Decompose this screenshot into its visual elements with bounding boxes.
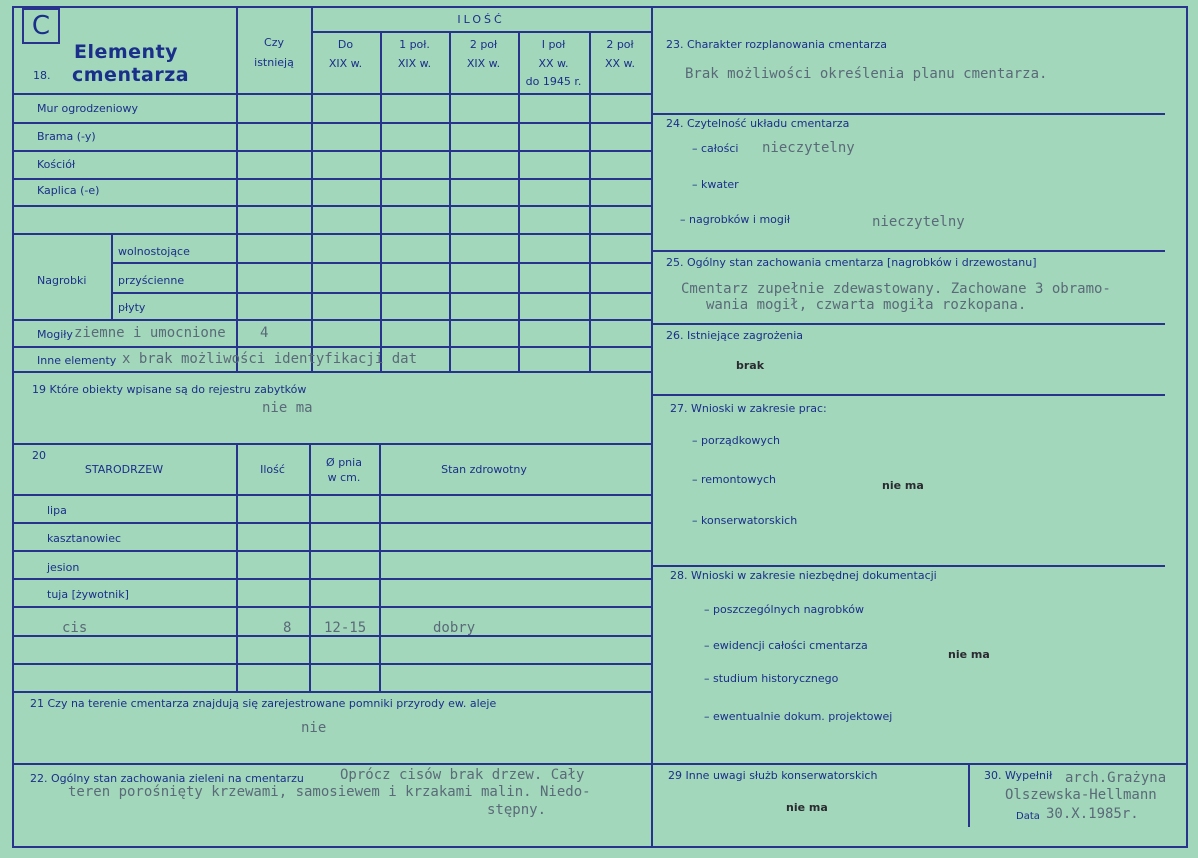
tree-lipa: lipa	[47, 504, 67, 517]
s21-label: 21 Czy na terenie cmentarza znajdują się zarejestrowane pomniki przyrody ew. aleje	[30, 697, 497, 710]
frame-right	[1186, 6, 1188, 847]
col-1pol-xx-3: do 1945 r.	[525, 75, 582, 88]
s26-value: brak	[736, 359, 765, 372]
s25-label: 25. Ogólny stan zachowania cmentarza [nagrobków i drzewostanu]	[666, 256, 1037, 269]
col-1pol-xx-1: I poł	[541, 38, 566, 51]
s19-label: 19 Które obiekty wpisane są do rejestru zabytków	[32, 383, 307, 396]
col-exists-line2: istnieją	[254, 56, 294, 69]
s29-value: nie ma	[786, 801, 828, 814]
row-line	[12, 371, 651, 373]
s22-line3: stępny.	[487, 802, 547, 818]
tree-col-line	[379, 443, 381, 691]
s29-label: 29 Inne uwagi służb konserwatorskich	[668, 769, 878, 782]
col-2pol-xix-1: 2 poł	[469, 38, 498, 51]
nagrobki-label: Nagrobki	[37, 274, 87, 287]
s24-nagrobkow-value: nieczytelny	[872, 214, 965, 230]
s25-line1: Cmentarz zupełnie zdewastowany. Zachowane 3 obramo-	[681, 281, 1111, 297]
col-2pol-xx-2: XX w.	[604, 57, 636, 70]
row-line	[12, 205, 651, 207]
s28-value: nie ma	[948, 648, 990, 661]
tree-row-line	[12, 522, 651, 524]
col-2pol-xx-1: 2 poł	[606, 38, 634, 51]
row-line	[12, 319, 651, 321]
s27-konserwatorskich: – konserwatorskich	[692, 514, 798, 527]
tree-entry-name: cis	[62, 620, 88, 636]
nagrobki-wolnostojace: wolnostojące	[118, 245, 190, 258]
tree-entry-diameter: 12-15	[324, 620, 367, 636]
s24-bottom	[653, 250, 1165, 252]
s28-nagrobkow: – poszczególnych nagrobków	[704, 603, 864, 616]
ilosc-header-trees: Ilość	[260, 463, 285, 476]
row-line	[12, 178, 651, 180]
col-1pol-xix-1: 1 poł.	[399, 38, 430, 51]
s30-name-line2: Olszewska-Hellmann	[1005, 787, 1157, 803]
col-line	[380, 31, 382, 371]
center-divider	[651, 6, 653, 847]
tree-kasztanowiec: kasztanowiec	[47, 532, 122, 545]
s20-bottom	[12, 691, 651, 693]
col-line	[589, 31, 591, 371]
tree-tuja: tuja [żywotnik]	[47, 588, 129, 601]
row-line	[12, 346, 651, 348]
s28-label: 28. Wnioski w zakresie niezbędnej dokumentacji	[670, 569, 937, 582]
mogily-label: Mogiły	[37, 328, 73, 341]
s19-value: nie ma	[262, 400, 313, 416]
tree-entry-health: dobry	[433, 620, 476, 636]
s21-value: nie	[301, 720, 327, 736]
s18-title-line2: cmentarza	[72, 64, 190, 86]
s20-number: 20	[32, 449, 46, 462]
s25-line2: wania mogił, czwarta mogiła rozkopana.	[706, 297, 1027, 313]
card-letter-box: C	[22, 8, 60, 44]
frame-left	[12, 6, 14, 847]
s18-title-line1: Elementy	[74, 41, 179, 63]
s27-remontowych: – remontowych	[692, 473, 777, 486]
nagrobki-plyty: płyty	[118, 301, 146, 314]
frame-bottom	[12, 846, 1188, 848]
s24-nagrobkow: – nagrobków i mogił	[680, 213, 791, 226]
s20-header-bottom	[12, 494, 651, 496]
s21-bottom	[12, 763, 651, 765]
col-line	[449, 31, 451, 371]
nagrobki-divider	[111, 233, 113, 319]
s24-kwater: – kwater	[692, 178, 739, 191]
health-header: Stan zdrowotny	[441, 463, 527, 476]
s22-line1: Oprócz cisów brak drzew. Cały	[340, 767, 585, 783]
s30-date: 30.X.1985r.	[1046, 806, 1139, 822]
diameter-header-2: w cm.	[327, 471, 361, 484]
row-kosciol: Kościół	[37, 158, 76, 171]
s18-header-bottom	[12, 93, 651, 95]
col-2pol-xix-2: XIX w.	[466, 57, 501, 70]
s28-projektowej: – ewentualnie dokum. projektowej	[704, 710, 893, 723]
s30-label: 30. Wypełnił	[984, 769, 1053, 782]
s27-bottom	[653, 565, 1165, 567]
s19-bottom	[12, 443, 651, 445]
ilosc-underline	[311, 31, 651, 33]
s28-studium: – studium historycznego	[704, 672, 839, 685]
s26-label: 26. Istniejące zagrożenia	[666, 329, 804, 342]
s27-value: nie ma	[882, 479, 924, 492]
s23-bottom	[653, 113, 1165, 115]
tree-jesion: jesion	[47, 561, 80, 574]
col-do-xix-1: Do	[337, 38, 354, 51]
row-mur: Mur ogrodzeniowy	[37, 102, 138, 115]
col-do-xix-2: XIX w.	[328, 57, 363, 70]
s24-label: 24. Czytelność układu cmentarza	[666, 117, 850, 130]
row-line	[12, 233, 651, 235]
diameter-header-1: Ø pnia	[326, 456, 362, 469]
s30-name-line1: arch.Grażyna	[1065, 770, 1167, 786]
tree-entry-count: 8	[283, 620, 292, 636]
inne-value: x brak możliwości identyfikacji dat	[122, 351, 418, 367]
mogily-count: 4	[260, 325, 269, 341]
s25-bottom	[653, 323, 1165, 325]
starodrzew-header: STARODRZEW	[84, 463, 164, 476]
row-brama: Brama (-y)	[37, 130, 96, 143]
s18-number: 18.	[33, 69, 51, 82]
inne-label: Inne elementy	[37, 354, 117, 367]
s22-line2: teren porośnięty krzewami, samosiewem i krzakami malin. Niedo-	[68, 784, 591, 800]
col-1pol-xx-2: XX w.	[538, 57, 569, 70]
col-1pol-xix-2: XIX w.	[397, 57, 432, 70]
s30-date-label: Data	[1016, 811, 1040, 822]
tree-row-line	[12, 606, 651, 608]
tree-row-line	[12, 663, 651, 665]
s26-bottom	[653, 394, 1165, 396]
mogily-value: ziemne i umocnione	[74, 325, 226, 341]
tree-row-line	[12, 578, 651, 580]
s23-label: 23. Charakter rozplanowania cmentarza	[666, 38, 887, 51]
row-line	[12, 150, 651, 152]
frame-top	[12, 6, 1188, 8]
row-line	[12, 122, 651, 124]
s28-bottom	[653, 763, 1188, 765]
tree-col-line	[236, 443, 238, 691]
s24-calosci-value: nieczytelny	[762, 140, 855, 156]
s27-label: 27. Wnioski w zakresie prac:	[670, 402, 827, 415]
ilosc-header: ILOŚĆ	[457, 13, 505, 26]
col-exists-line1: Czy	[264, 36, 284, 49]
s24-calosci: – całości	[692, 142, 739, 155]
s28-ewidencji: – ewidencji całości cmentarza	[704, 639, 868, 652]
s27-porzadkowych: – porządkowych	[692, 434, 780, 447]
tree-row-line	[12, 550, 651, 552]
row-kaplica: Kaplica (-e)	[37, 184, 100, 197]
s22-label: 22. Ogólny stan zachowania zieleni na cmentarzu	[30, 772, 304, 785]
s23-value: Brak możliwości określenia planu cmentarza.	[685, 66, 1048, 82]
s29-s30-divider	[968, 763, 970, 827]
nagrobki-przyscienne: przyścienne	[118, 274, 185, 287]
